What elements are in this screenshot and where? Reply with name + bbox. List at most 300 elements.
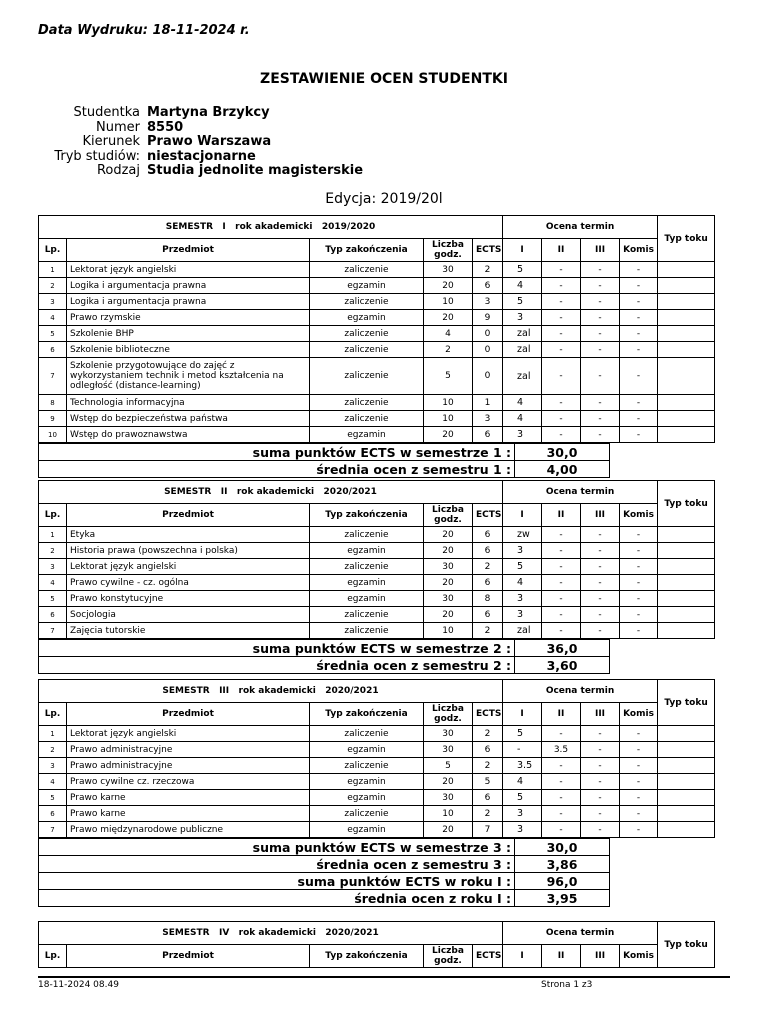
- completion-type: zaliczenie: [310, 395, 424, 411]
- table-row: [39, 395, 715, 411]
- grade-komis: -: [620, 326, 658, 342]
- info-row-field: [20, 135, 363, 150]
- summary-row: [39, 444, 610, 461]
- table-row: [39, 726, 715, 742]
- grade-komis: -: [620, 342, 658, 358]
- grade-term-1: zal: [503, 358, 542, 395]
- hours: 10: [424, 806, 473, 822]
- grade-term-header: Ocena termin: [503, 216, 658, 239]
- course-type: [658, 310, 715, 326]
- grade-term-2: -: [542, 358, 581, 395]
- row-number: 5: [39, 326, 67, 342]
- completion-type: zaliczenie: [310, 342, 424, 358]
- info-row-number: [20, 121, 363, 136]
- row-number: 7: [39, 358, 67, 395]
- grade-term-2: -: [542, 427, 581, 443]
- ects-points: 8: [473, 591, 503, 607]
- column-header-row: [39, 239, 715, 262]
- semester-header-row: [39, 680, 715, 703]
- hours: 5: [424, 758, 473, 774]
- col-header-lp: Lp.: [39, 239, 67, 262]
- subject-name: Prawo rzymskie: [67, 310, 310, 326]
- course-type: [658, 527, 715, 543]
- subject-name: Prawo karne: [67, 806, 310, 822]
- grade-term-1: 4: [503, 278, 542, 294]
- course-type: [658, 742, 715, 758]
- col-header-type: Typ zakończenia: [310, 945, 424, 968]
- table-row: [39, 262, 715, 278]
- grade-komis: -: [620, 294, 658, 310]
- hours: 20: [424, 822, 473, 838]
- subject-name: Lektorat język angielski: [67, 726, 310, 742]
- grade-term-1: 3: [503, 310, 542, 326]
- hours: 5: [424, 358, 473, 395]
- course-type: [658, 395, 715, 411]
- grade-komis: -: [620, 790, 658, 806]
- ects-points: 2: [473, 262, 503, 278]
- col-header-g1: I: [503, 504, 542, 527]
- table-row: [39, 822, 715, 838]
- col-header-type: Typ zakończenia: [310, 703, 424, 726]
- hours: 30: [424, 591, 473, 607]
- ects-points: 2: [473, 623, 503, 639]
- col-header-hours: Liczba godz.: [424, 239, 473, 262]
- completion-type: egzamin: [310, 742, 424, 758]
- summary-value: 96,0: [515, 873, 610, 890]
- row-number: 2: [39, 278, 67, 294]
- info-row-mode: [20, 150, 363, 165]
- row-number: 2: [39, 742, 67, 758]
- course-type: [658, 278, 715, 294]
- grade-term-2: -: [542, 262, 581, 278]
- semester-title: SEMESTR I rok akademicki 2019/2020: [39, 216, 503, 239]
- grade-term-3: -: [581, 358, 620, 395]
- table-row: [39, 358, 715, 395]
- grade-term-1: 5: [503, 726, 542, 742]
- grade-term-header: Ocena termin: [503, 680, 658, 703]
- grade-term-2: -: [542, 278, 581, 294]
- grade-komis: -: [620, 411, 658, 427]
- semester-header-row: [39, 216, 715, 239]
- info-label: Numer: [96, 119, 140, 135]
- course-type: [658, 411, 715, 427]
- grade-term-1: -: [503, 742, 542, 758]
- grade-term-1: zal: [503, 326, 542, 342]
- grade-komis: -: [620, 774, 658, 790]
- table-row: [39, 790, 715, 806]
- completion-type: zaliczenie: [310, 559, 424, 575]
- grade-term-1: zal: [503, 342, 542, 358]
- course-type: [658, 806, 715, 822]
- col-header-hours: Liczba godz.: [424, 504, 473, 527]
- ects-points: 3: [473, 411, 503, 427]
- subject-name: Technologia informacyjna: [67, 395, 310, 411]
- col-header-g1: I: [503, 703, 542, 726]
- table-row: [39, 427, 715, 443]
- summary-label: średnia ocen z semestru 2 :: [39, 657, 515, 674]
- hours: 30: [424, 559, 473, 575]
- grade-komis: -: [620, 607, 658, 623]
- hours: 20: [424, 310, 473, 326]
- summary-label: suma punktów ECTS w semestrze 3 :: [39, 839, 515, 856]
- grade-term-3: -: [581, 294, 620, 310]
- grade-term-1: 4: [503, 774, 542, 790]
- grade-term-2: -: [542, 822, 581, 838]
- ects-points: 6: [473, 742, 503, 758]
- subject-name: Logika i argumentacja prawna: [67, 294, 310, 310]
- table-row: [39, 342, 715, 358]
- grade-term-1: zal: [503, 623, 542, 639]
- student-name: Martyna Brzykcy: [147, 105, 270, 120]
- grade-term-1: 4: [503, 395, 542, 411]
- row-number: 2: [39, 543, 67, 559]
- table-row: [39, 411, 715, 427]
- semester-table: [38, 215, 715, 443]
- grade-term-3: -: [581, 262, 620, 278]
- ects-points: 2: [473, 758, 503, 774]
- completion-type: egzamin: [310, 591, 424, 607]
- grade-komis: -: [620, 527, 658, 543]
- summary-label: średnia ocen z semestru 1 :: [39, 461, 515, 478]
- grade-term-1: 3.5: [503, 758, 542, 774]
- grade-term-1: 4: [503, 575, 542, 591]
- summary-value: 3,60: [515, 657, 610, 674]
- subject-name: Wstęp do bezpieczeństwa państwa: [67, 411, 310, 427]
- course-type-header: Typ toku: [658, 922, 715, 968]
- table-row: [39, 543, 715, 559]
- table-row: [39, 527, 715, 543]
- summary-value: 30,0: [515, 839, 610, 856]
- footer-timestamp: 18-11-2024 08.49: [38, 980, 119, 990]
- row-number: 1: [39, 527, 67, 543]
- semester-title: SEMESTR IV rok akademicki 2020/2021: [39, 922, 503, 945]
- col-header-subject: Przedmiot: [67, 945, 310, 968]
- subject-name: Wstęp do prawoznawstwa: [67, 427, 310, 443]
- table-row: [39, 806, 715, 822]
- grade-term-3: -: [581, 411, 620, 427]
- col-header-subject: Przedmiot: [67, 239, 310, 262]
- subject-name: Zajęcia tutorskie: [67, 623, 310, 639]
- subject-name: Lektorat język angielski: [67, 559, 310, 575]
- row-number: 6: [39, 342, 67, 358]
- grade-term-3: -: [581, 543, 620, 559]
- grade-term-2: -: [542, 623, 581, 639]
- col-header-g2: II: [542, 945, 581, 968]
- grade-term-2: -: [542, 758, 581, 774]
- grade-komis: -: [620, 742, 658, 758]
- ects-points: 1: [473, 395, 503, 411]
- table-row: [39, 310, 715, 326]
- grade-komis: -: [620, 278, 658, 294]
- summary-row: [39, 873, 610, 890]
- course-type-header: Typ toku: [658, 680, 715, 726]
- grade-term-2: -: [542, 790, 581, 806]
- course-type: [658, 591, 715, 607]
- subject-name: Socjologia: [67, 607, 310, 623]
- grade-term-3: -: [581, 395, 620, 411]
- col-header-g3: III: [581, 504, 620, 527]
- grade-term-3: -: [581, 758, 620, 774]
- semester-table: [38, 480, 715, 639]
- info-label: Tryb studiów:: [54, 148, 140, 164]
- table-row: [39, 278, 715, 294]
- grade-term-3: -: [581, 427, 620, 443]
- ects-points: 6: [473, 527, 503, 543]
- hours: 30: [424, 726, 473, 742]
- row-number: 9: [39, 411, 67, 427]
- completion-type: zaliczenie: [310, 806, 424, 822]
- grade-komis: -: [620, 310, 658, 326]
- semester-table: [38, 679, 715, 838]
- semester-table: [38, 921, 715, 968]
- ects-points: 6: [473, 607, 503, 623]
- course-type: [658, 559, 715, 575]
- summary-row: [39, 657, 610, 674]
- table-row: [39, 774, 715, 790]
- summary-label: średnia ocen z roku I :: [39, 890, 515, 907]
- grade-komis: -: [620, 806, 658, 822]
- grade-term-2: -: [542, 575, 581, 591]
- summary-value: 3,95: [515, 890, 610, 907]
- grade-term-2: -: [542, 543, 581, 559]
- course-type: [658, 607, 715, 623]
- table-row: [39, 758, 715, 774]
- grade-term-3: -: [581, 342, 620, 358]
- table-row: [39, 591, 715, 607]
- grade-komis: -: [620, 543, 658, 559]
- subject-name: Prawo administracyjne: [67, 742, 310, 758]
- row-number: 4: [39, 575, 67, 591]
- subject-name: Szkolenie przygotowujące do zajęć z wykorzystaniem technik i metod kształcenia na odległość (distance-learning): [67, 358, 310, 395]
- completion-type: zaliczenie: [310, 294, 424, 310]
- ects-points: 0: [473, 326, 503, 342]
- grade-term-2: -: [542, 559, 581, 575]
- hours: 4: [424, 326, 473, 342]
- completion-type: zaliczenie: [310, 262, 424, 278]
- hours: 10: [424, 294, 473, 310]
- grade-term-1: 3: [503, 543, 542, 559]
- completion-type: egzamin: [310, 790, 424, 806]
- course-type: [658, 623, 715, 639]
- hours: 20: [424, 575, 473, 591]
- hours: 30: [424, 790, 473, 806]
- grade-term-1: 5: [503, 262, 542, 278]
- semester-header-row: [39, 481, 715, 504]
- grade-term-3: -: [581, 806, 620, 822]
- course-type: [658, 294, 715, 310]
- subject-name: Historia prawa (powszechna i polska): [67, 543, 310, 559]
- student-info: [20, 106, 363, 179]
- grade-term-3: -: [581, 790, 620, 806]
- grade-term-1: 3: [503, 822, 542, 838]
- completion-type: egzamin: [310, 543, 424, 559]
- completion-type: egzamin: [310, 278, 424, 294]
- hours: 20: [424, 527, 473, 543]
- col-header-g1: I: [503, 239, 542, 262]
- grade-term-1: 3: [503, 591, 542, 607]
- col-header-subject: Przedmiot: [67, 703, 310, 726]
- grade-term-1: 5: [503, 559, 542, 575]
- summary-label: suma punktów ECTS w roku I :: [39, 873, 515, 890]
- column-header-row: [39, 703, 715, 726]
- grade-term-3: -: [581, 591, 620, 607]
- subject-name: Logika i argumentacja prawna: [67, 278, 310, 294]
- course-type-header: Typ toku: [658, 216, 715, 262]
- subject-name: Lektorat język angielski: [67, 262, 310, 278]
- col-header-komis: Komis: [620, 504, 658, 527]
- course-type: [658, 342, 715, 358]
- ects-points: 6: [473, 575, 503, 591]
- row-number: 10: [39, 427, 67, 443]
- summary-row: [39, 856, 610, 873]
- grade-komis: -: [620, 427, 658, 443]
- col-header-subject: Przedmiot: [67, 504, 310, 527]
- grade-term-3: -: [581, 742, 620, 758]
- column-header-row: [39, 504, 715, 527]
- col-header-ects: ECTS: [473, 239, 503, 262]
- subject-name: Etyka: [67, 527, 310, 543]
- grade-term-3: -: [581, 527, 620, 543]
- row-number: 3: [39, 758, 67, 774]
- ects-points: 0: [473, 358, 503, 395]
- table-row: [39, 559, 715, 575]
- grade-term-1: 5: [503, 790, 542, 806]
- grade-term-2: -: [542, 294, 581, 310]
- subject-name: Szkolenie BHP: [67, 326, 310, 342]
- hours: 30: [424, 262, 473, 278]
- col-header-komis: Komis: [620, 703, 658, 726]
- grade-term-2: -: [542, 607, 581, 623]
- row-number: 7: [39, 623, 67, 639]
- col-header-g3: III: [581, 945, 620, 968]
- row-number: 3: [39, 294, 67, 310]
- completion-type: egzamin: [310, 822, 424, 838]
- hours: 10: [424, 623, 473, 639]
- col-header-lp: Lp.: [39, 945, 67, 968]
- col-header-hours: Liczba godz.: [424, 945, 473, 968]
- grade-term-2: -: [542, 774, 581, 790]
- grade-komis: -: [620, 262, 658, 278]
- summary-value: 3,86: [515, 856, 610, 873]
- completion-type: zaliczenie: [310, 758, 424, 774]
- grade-komis: -: [620, 726, 658, 742]
- course-type: [658, 575, 715, 591]
- grade-komis: -: [620, 358, 658, 395]
- course-type: [658, 358, 715, 395]
- col-header-hours: Liczba godz.: [424, 703, 473, 726]
- course-type: [658, 774, 715, 790]
- grade-term-2: -: [542, 806, 581, 822]
- ects-points: 0: [473, 342, 503, 358]
- column-header-row: [39, 945, 715, 968]
- col-header-ects: ECTS: [473, 945, 503, 968]
- hours: 20: [424, 774, 473, 790]
- summary-label: suma punktów ECTS w semestrze 1 :: [39, 444, 515, 461]
- completion-type: zaliczenie: [310, 358, 424, 395]
- row-number: 6: [39, 607, 67, 623]
- completion-type: zaliczenie: [310, 607, 424, 623]
- col-header-g3: III: [581, 239, 620, 262]
- grade-term-1: 3: [503, 806, 542, 822]
- subject-name: Prawo cywilne cz. rzeczowa: [67, 774, 310, 790]
- completion-type: zaliczenie: [310, 326, 424, 342]
- grade-term-2: -: [542, 411, 581, 427]
- row-number: 8: [39, 395, 67, 411]
- grade-komis: -: [620, 575, 658, 591]
- course-type: [658, 262, 715, 278]
- course-type: [658, 758, 715, 774]
- summary-row: [39, 839, 610, 856]
- completion-type: zaliczenie: [310, 411, 424, 427]
- ects-points: 5: [473, 774, 503, 790]
- completion-type: egzamin: [310, 310, 424, 326]
- table-row: [39, 575, 715, 591]
- grade-term-3: -: [581, 326, 620, 342]
- grade-term-1: zw: [503, 527, 542, 543]
- hours: 30: [424, 742, 473, 758]
- grade-komis: -: [620, 559, 658, 575]
- grade-komis: -: [620, 395, 658, 411]
- grade-term-3: -: [581, 575, 620, 591]
- study-kind: Studia jednolite magisterskie: [147, 163, 364, 179]
- grade-term-3: -: [581, 774, 620, 790]
- subject-name: Prawo cywilne - cz. ogólna: [67, 575, 310, 591]
- row-number: 6: [39, 806, 67, 822]
- ects-points: 2: [473, 806, 503, 822]
- course-type: [658, 726, 715, 742]
- grade-term-2: -: [542, 326, 581, 342]
- summary-row: [39, 461, 610, 478]
- grade-term-2: 3.5: [542, 742, 581, 758]
- col-header-komis: Komis: [620, 945, 658, 968]
- col-header-ects: ECTS: [473, 703, 503, 726]
- field-of-study: Prawo Warszawa: [147, 134, 272, 150]
- ects-points: 2: [473, 559, 503, 575]
- col-header-lp: Lp.: [39, 504, 67, 527]
- completion-type: zaliczenie: [310, 527, 424, 543]
- grade-term-3: -: [581, 607, 620, 623]
- course-type: [658, 427, 715, 443]
- completion-type: zaliczenie: [310, 726, 424, 742]
- semester-summary: [38, 443, 610, 478]
- summary-value: 36,0: [515, 640, 610, 657]
- grade-term-2: -: [542, 310, 581, 326]
- print-date: Data Wydruku: 18-11-2024 r.: [38, 23, 250, 38]
- row-number: 4: [39, 774, 67, 790]
- hours: 2: [424, 342, 473, 358]
- row-number: 3: [39, 559, 67, 575]
- grade-term-2: -: [542, 342, 581, 358]
- subject-name: Prawo międzynarodowe publiczne: [67, 822, 310, 838]
- ects-points: 6: [473, 278, 503, 294]
- semester-summary: [38, 639, 610, 674]
- edition: Edycja: 2019/20l: [325, 191, 443, 207]
- completion-type: egzamin: [310, 575, 424, 591]
- col-header-g2: II: [542, 703, 581, 726]
- summary-row: [39, 890, 610, 907]
- info-row-kind: [20, 164, 363, 179]
- grade-komis: -: [620, 822, 658, 838]
- grade-komis: -: [620, 758, 658, 774]
- row-number: 1: [39, 262, 67, 278]
- ects-points: 9: [473, 310, 503, 326]
- grade-term-header: Ocena termin: [503, 922, 658, 945]
- ects-points: 6: [473, 543, 503, 559]
- info-row-student: [20, 106, 363, 121]
- semester-title: SEMESTR II rok akademicki 2020/2021: [39, 481, 503, 504]
- ects-points: 6: [473, 427, 503, 443]
- col-header-type: Typ zakończenia: [310, 504, 424, 527]
